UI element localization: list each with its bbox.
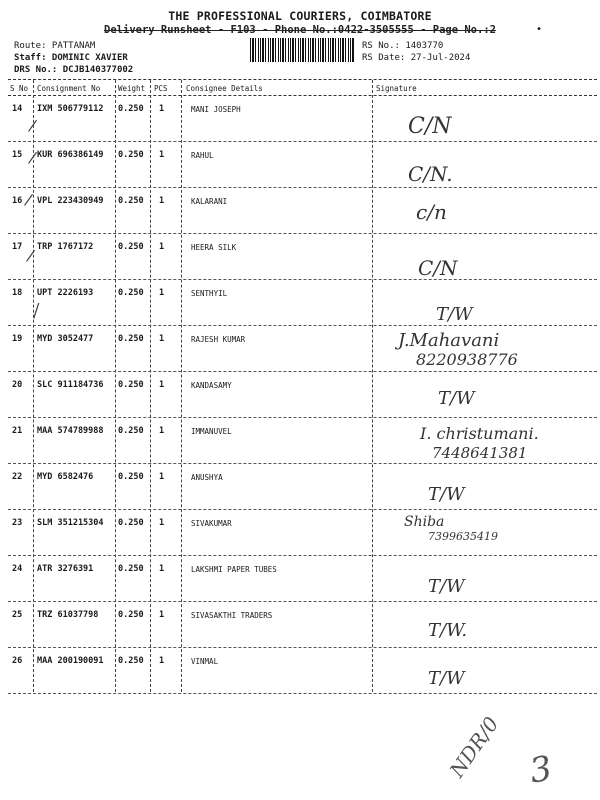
signature-phone: 8220938776 <box>416 350 518 369</box>
col-head-weight: Weight <box>118 84 146 93</box>
handwritten-note-count: 3 <box>526 748 555 792</box>
cell-consignee: VINMAL <box>191 657 219 666</box>
table-row <box>8 602 597 648</box>
cell-weight: 0.250 <box>118 472 144 482</box>
cell-weight: 0.250 <box>118 104 144 114</box>
signature: T/W <box>438 388 475 409</box>
cell-sno: 21 <box>12 426 23 436</box>
cell-consignment: SLM 351215304 <box>37 518 104 528</box>
cell-weight: 0.250 <box>118 288 144 298</box>
cell-consignee: SIVASAKTHI TRADERS <box>191 611 273 620</box>
cell-sno: 23 <box>12 518 23 528</box>
cell-pcs: 1 <box>159 242 165 252</box>
cell-consignee: RAHUL <box>191 151 214 160</box>
cell-weight: 0.250 <box>118 610 144 620</box>
cell-weight: 0.250 <box>118 334 144 344</box>
tick-mark: / <box>23 189 35 210</box>
cell-sno: 18 <box>12 288 23 298</box>
cell-consignee: IMMANUVEL <box>191 427 232 436</box>
cell-consignment: SLC 911184736 <box>37 380 104 390</box>
cell-weight: 0.250 <box>118 150 144 160</box>
cell-weight: 0.250 <box>118 242 144 252</box>
cell-pcs: 1 <box>159 196 165 206</box>
cell-consignee: LAKSHMI PAPER TUBES <box>191 565 277 574</box>
table-row <box>8 418 597 464</box>
table-row <box>8 464 597 510</box>
cell-pcs: 1 <box>159 564 165 574</box>
cell-weight: 0.250 <box>118 426 144 436</box>
table-top-rule <box>8 79 597 80</box>
cell-consignee: MANI JOSEPH <box>191 105 241 114</box>
rs-number: RS No.: 1403770 <box>362 41 444 51</box>
tick-mark: / <box>25 245 37 266</box>
signature: c/n <box>416 200 447 224</box>
cell-consignment: MAA 574789988 <box>37 426 104 436</box>
cell-pcs: 1 <box>159 518 165 528</box>
cell-pcs: 1 <box>159 288 165 298</box>
col-head-consignment: Consignment No <box>37 84 101 93</box>
table-row <box>8 188 597 234</box>
cell-pcs: 1 <box>159 610 165 620</box>
cell-consignment: TRZ 61037798 <box>37 610 99 620</box>
cell-weight: 0.250 <box>118 518 144 528</box>
drs-number: DRS No.: DCJB140377002 <box>14 65 134 75</box>
cell-pcs: 1 <box>159 380 165 390</box>
cell-consignment: KUR 696386149 <box>37 150 104 160</box>
cell-consignment: UPT 2226193 <box>37 288 94 298</box>
signature: T/W. <box>428 620 468 641</box>
handwritten-note-ndr: NDR/0 <box>444 712 504 782</box>
signature: T/W <box>428 668 465 689</box>
cell-weight: 0.250 <box>118 656 144 666</box>
signature-phone: 7399635419 <box>428 530 498 543</box>
signature: C/N. <box>408 162 453 186</box>
cell-consignment: TRP 1767172 <box>37 242 94 252</box>
tick-mark: / <box>27 115 39 136</box>
cell-pcs: 1 <box>159 426 165 436</box>
cell-consignment: ATR 3276391 <box>37 564 94 574</box>
cell-sno: 24 <box>12 564 23 574</box>
cell-pcs: 1 <box>159 334 165 344</box>
route-label: Route: PATTANAM <box>14 41 96 51</box>
table-row <box>8 648 597 694</box>
table-row <box>8 372 597 418</box>
cell-sno: 26 <box>12 656 23 666</box>
cell-consignment: IXM 506779112 <box>37 104 104 114</box>
cell-weight: 0.250 <box>118 196 144 206</box>
cell-sno: 14 <box>12 104 23 114</box>
table-row <box>8 142 597 188</box>
table-row <box>8 280 597 326</box>
cell-consignee: RAJESH KUMAR <box>191 335 246 344</box>
cell-consignee: SENTHYIL <box>191 289 228 298</box>
runsheet-subtitle: Delivery Runsheet - F103 - Phone No.:0422-3505555 - Page No.:2 <box>104 24 496 36</box>
table-row <box>8 556 597 602</box>
bullet-mark: • <box>536 24 543 35</box>
row-divider <box>8 693 597 694</box>
tick-mark: / <box>27 147 39 168</box>
cell-sno: 15 <box>12 150 23 160</box>
cell-weight: 0.250 <box>118 380 144 390</box>
cell-pcs: 1 <box>159 104 165 114</box>
cell-consignee: SIVAKUMAR <box>191 519 232 528</box>
cell-consignment: MAA 200190091 <box>37 656 104 666</box>
cell-consignee: HEERA SILK <box>191 243 237 252</box>
rs-date: RS Date: 27-Jul-2024 <box>362 53 471 63</box>
col-head-pcs: PCS <box>154 84 168 93</box>
cell-pcs: 1 <box>159 656 165 666</box>
cell-sno: 20 <box>12 380 23 390</box>
signature: C/N <box>418 256 458 280</box>
signature: I. christumani. <box>420 424 539 443</box>
cell-consignee: ANUSHYA <box>191 473 223 482</box>
signature: T/W <box>428 484 465 505</box>
table-row <box>8 326 597 372</box>
tick-mark: | <box>31 299 43 320</box>
cell-weight: 0.250 <box>118 564 144 574</box>
cell-sno: 19 <box>12 334 23 344</box>
table-row <box>8 96 597 142</box>
col-head-consignee: Consignee Details <box>186 84 263 93</box>
cell-pcs: 1 <box>159 472 165 482</box>
signature: C/N <box>408 114 452 139</box>
signature: J.Mahavani <box>398 330 500 351</box>
staff-label: Staff: DOMINIC XAVIER <box>14 53 128 63</box>
barcode <box>250 38 355 62</box>
cell-consignment: MYD 6582476 <box>37 472 94 482</box>
cell-sno: 17 <box>12 242 23 252</box>
signature: T/W <box>428 576 465 597</box>
signature-phone: 7448641381 <box>432 444 528 462</box>
table-row <box>8 234 597 280</box>
col-head-sno: S No <box>10 84 29 93</box>
cell-sno: 16 <box>12 196 23 206</box>
cell-consignee: KANDASAMY <box>191 381 232 390</box>
cell-consignment: VPL 223430949 <box>37 196 104 206</box>
cell-consignment: MYD 3052477 <box>37 334 94 344</box>
cell-consignee: KALARANI <box>191 197 228 206</box>
signature: Shiba <box>404 514 445 530</box>
col-head-signature: Signature <box>376 84 417 93</box>
cell-sno: 22 <box>12 472 23 482</box>
cell-sno: 25 <box>12 610 23 620</box>
table-row <box>8 510 597 556</box>
signature: T/W <box>436 304 473 325</box>
cell-pcs: 1 <box>159 150 165 160</box>
page-title: THE PROFESSIONAL COURIERS, COIMBATORE <box>168 9 432 23</box>
